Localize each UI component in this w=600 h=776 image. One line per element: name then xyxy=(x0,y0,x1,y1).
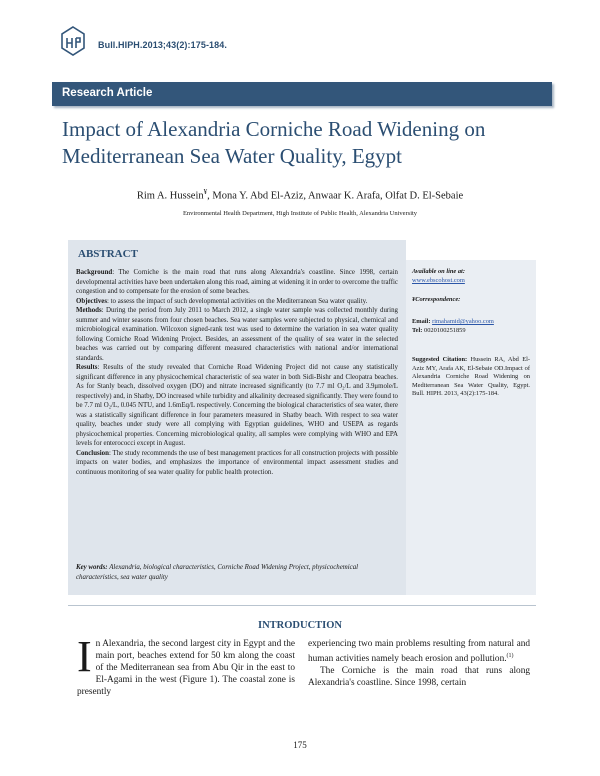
suggested-label: Suggested Citation: xyxy=(412,356,468,363)
keywords-label: Key words: xyxy=(76,564,108,571)
abstract-methods xyxy=(76,306,398,363)
intro-right-column xyxy=(308,638,530,689)
institute-logo xyxy=(60,26,86,56)
email-line xyxy=(412,318,530,327)
intro-left-text: n Alexandria, the second largest city in Egypt and the main port, beaches extend for 50 km along the coast of the Mediterranean sea from Abu Qir in the east to El-Agami in the west (Figure 1). The coastal zone is presently xyxy=(77,639,295,697)
correspondence-label: ¥Correspondence: xyxy=(412,296,461,303)
objectives-label: Objectives xyxy=(76,297,107,305)
keywords xyxy=(76,563,398,582)
results-label: Results xyxy=(76,364,98,371)
tel-value: 0020100251859 xyxy=(424,326,466,334)
page-number: 175 xyxy=(293,740,307,750)
availability xyxy=(412,268,530,285)
reference-mark: (1) xyxy=(506,653,514,659)
conclusion-label: Conclusion xyxy=(76,449,109,457)
availability-link[interactable]: www.ebscohost.com xyxy=(412,276,465,284)
abstract-heading: ABSTRACT xyxy=(78,248,138,260)
abstract-background xyxy=(76,268,398,297)
intro-right-para2: The Corniche is the main road that runs along Alexandria's coastline. Since 1998, certain xyxy=(308,666,530,689)
abstract-results xyxy=(76,363,398,449)
keywords-text: Alexandria, biological characteristics, Corniche Road Widening Project, physicochemical characteristics, sea water quality xyxy=(76,564,359,581)
intro-right-text: experiencing two main problems resulting from natural and human activities namely beach erosion and pollution. xyxy=(308,639,530,665)
objectives-text: : to assess the impact of such developmental activities on the Mediterranean Sea water quality. xyxy=(107,297,368,305)
affiliation: Environmental Health Department, High Institute of Public Health, Alexandria University xyxy=(182,210,418,217)
other-authors: , Mona Y. Abd El-Aziz, Anwaar K. Arafa, Olfat D. El-Sebaie xyxy=(207,190,464,202)
abstract-body xyxy=(76,268,398,477)
author-list xyxy=(0,188,600,202)
tel-line xyxy=(412,327,530,336)
methods-label: Methods xyxy=(76,307,102,314)
intro-left-column xyxy=(77,632,295,698)
journal-citation: Bull.HIPH.2013;43(2):175-184. xyxy=(98,40,227,50)
email-link[interactable]: rimahamid@yahoo.com xyxy=(432,318,494,325)
article-type-banner xyxy=(52,82,552,106)
drop-cap: I xyxy=(77,632,92,681)
abstract-objectives xyxy=(76,297,398,307)
background-text: : The Corniche is the main road that runs along Alexandria's coastline. Since 1998, certain developmental activities have been undertaken along this road, aiming at widening it in order to overcome the traffic congestion and to compensate for the erosion of some beaches. xyxy=(76,269,398,295)
background-label: Background xyxy=(76,269,113,276)
correspondence xyxy=(412,296,530,305)
email-label: Email: xyxy=(412,318,431,325)
article-type-label: Research Article xyxy=(62,87,153,99)
conclusion-text: : The study recommends the use of best management practices for all construction projects with possible impacts on water bodies, and emphasizes the importance of environmental impact assessment studies and continuous monitoring of sea water quality for public health protection. xyxy=(76,449,398,476)
info-sidebar xyxy=(406,260,536,595)
introduction-heading: INTRODUCTION xyxy=(257,620,342,631)
abstract-conclusion xyxy=(76,449,398,478)
first-author: Rim A. Hussein xyxy=(136,190,204,202)
methods-text: : During the period from July 2011 to March 2012, a single water sample was collected monthly during summer and winter seasons from four chosen beaches. Sea water samples were subjected to physical, chemical and microbiological examination. Wilcoxon signed-rank test was used to determine the variation in sea water quality following Corniche Road Widening Project. Besides, an assessment of the quality of sea water in the selected beaches was carried out by comparing different measured characteristics with national and/or international standards. xyxy=(76,307,398,362)
suggested-text: Hussein RA, Abd El-Aziz MY, Arafa AK, El-Sebaie OD.Impact of Alexandria Corniche Road Widening on Mediterranean Sea Water Quality, Egypt. Bull. HIPH. 2013, 43(2):175-184. xyxy=(412,356,531,398)
results-text: : Results of the study revealed that Corniche Road Widening Project did not cause any statistically significant difference in any physicochemical characteristic of sea water in both Sidi-Bishr and Cleopatra beaches. As for Stanly beach, dissolved oxygen (DO) and nitrate increased significantly (to 7.7 ml O₂/L and 3.9μmole/L respectively) and, in Shatby, DO increased while turbidity and alkalinity decreased significantly. They were found to be 7.7 ml O₂/L, 0.045 NTU, and 1.6mEq/L respectively. Concerning the biological characteristics of sea water, there was a statistically significant difference in four parameters measured in Shatby beach. With respect to sea water quality, beaches under study were all complying with Egyptian guidelines, WHO and USEPA as regards physicochemical properties. Concerning microbiological quality, all samples were complying with WHO and EPA levels for enterococci except in August. xyxy=(76,364,398,447)
section-divider xyxy=(68,605,536,606)
suggested-citation xyxy=(412,356,530,399)
article-title: Impact of Alexandria Corniche Road Widening on Mediterranean Sea Water Quality, Egypt xyxy=(62,117,486,168)
intro-right-para1 xyxy=(308,638,530,665)
tel-label: Tel: xyxy=(412,326,423,334)
available-label: Available on line at: xyxy=(412,268,465,275)
corresponding-mark: ¥ xyxy=(203,188,208,196)
contact xyxy=(412,318,530,335)
